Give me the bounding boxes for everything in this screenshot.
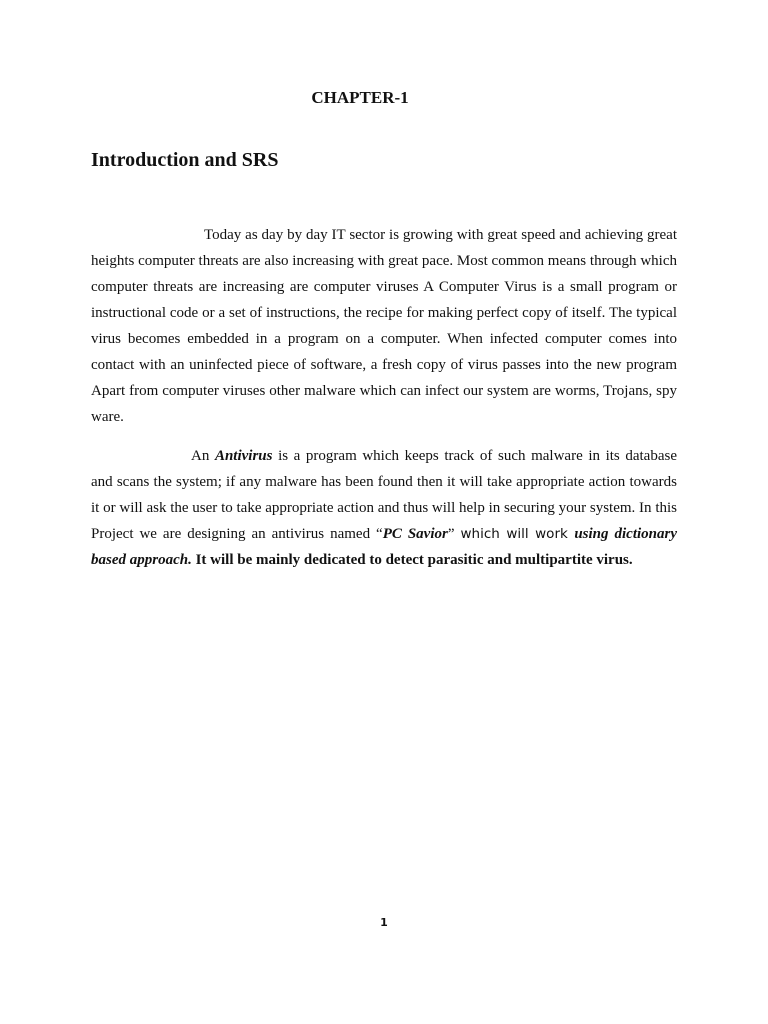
product-name: PC Savior	[382, 526, 448, 542]
paragraph-lead: An	[191, 448, 215, 464]
conclusion-text: It will be mainly dedicated to detect parasitic and multipartite virus.	[195, 552, 633, 568]
approach-text: using dictionary based approach.	[91, 526, 677, 568]
chapter-heading: CHAPTER-1	[311, 88, 409, 107]
paragraph-body: is a program which keeps track of such malware in its database and scans the system; if any malware has been found then it will take appropriate action towards it or will ask the user to take appropriate action and thus will help in securing your system. In this Project we are designing an antivirus named “	[91, 448, 677, 542]
paragraph-antivirus	[91, 443, 677, 573]
section-title: Introduction and SRS	[91, 149, 279, 171]
which-will-work-text: which will work	[460, 526, 575, 542]
antivirus-term: Antivirus	[214, 448, 273, 464]
quote-close: ”	[447, 526, 461, 542]
paragraph-introduction: Today as day by day IT sector is growing with great speed and achieving great heights computer threats are also increasing with great pace. Most common means through which computer threats are increasing are computer viruses A Computer Virus is a small program or instructional code or a set of instructions, the recipe for making perfect copy of itself. The typical virus becomes embedded in a program on a computer. When infected computer comes into contact with an uninfected piece of software, a fresh copy of virus passes into the new program Apart from computer viruses other malware which can infect our system are worms, Trojans, spy ware.	[91, 227, 677, 425]
page-number: 1	[380, 916, 388, 929]
